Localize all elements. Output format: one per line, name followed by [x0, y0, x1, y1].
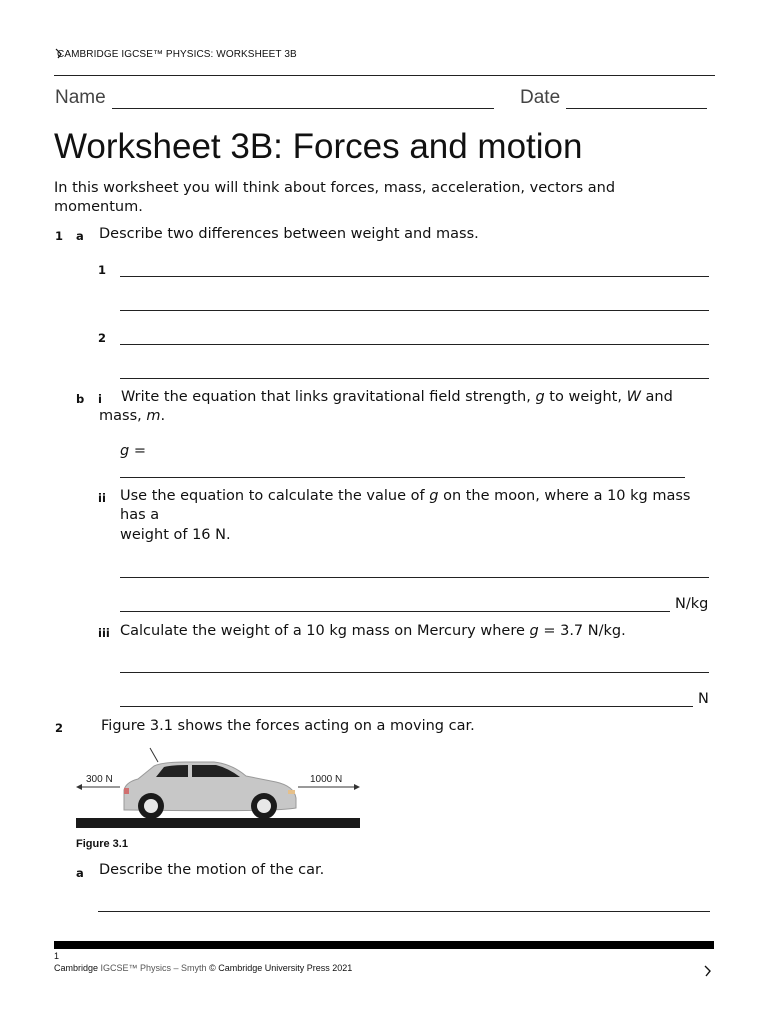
answer-line[interactable] — [120, 577, 709, 578]
question-1b-i-text: Write the equation that links gravitational field strength, g to weight, W and mass, m. — [99, 389, 673, 424]
answer-line[interactable] — [120, 611, 670, 612]
question-2-text: Figure 3.1 shows the forces acting on a moving car. — [101, 718, 475, 734]
question-1b-iii-text: Calculate the weight of a 10 kg mass on Mercury where g = 3.7 N/kg. — [120, 623, 626, 639]
page-title: Worksheet 3B: Forces and motion — [54, 127, 583, 166]
left-arrow-head — [76, 784, 82, 790]
figure-caption: Figure 3.1 — [76, 838, 128, 850]
question-1b-i-label: i — [98, 392, 102, 406]
unit-n-per-kg: N/kg — [675, 596, 709, 612]
footer-bar — [54, 941, 714, 949]
question-1b-ii-text: Use the equation to calculate the value of g on the moon, where a 10 kg mass has a — [120, 488, 691, 523]
question-2a-label: a — [76, 866, 84, 880]
question-1a-text: Describe two differences between weight and mass. — [99, 226, 479, 242]
worksheet-header: CAMBRIDGE IGCSE™ PHYSICS: WORKSHEET 3B — [57, 49, 297, 60]
answer-line[interactable] — [120, 310, 709, 311]
answer-line[interactable] — [120, 378, 709, 379]
right-arrow-head — [354, 784, 360, 790]
answer-item-2-label: 2 — [98, 331, 107, 345]
name-line — [112, 94, 494, 109]
answer-line[interactable] — [120, 672, 709, 673]
answer-line[interactable] — [120, 477, 685, 478]
answer-line[interactable] — [120, 344, 709, 345]
answer-item-1-label: 1 — [98, 263, 107, 277]
answer-line[interactable] — [120, 276, 709, 277]
corner-mark-icon — [55, 45, 63, 57]
page-number: 1 — [54, 951, 60, 961]
date-field[interactable] — [520, 87, 707, 109]
question-2-number: 2 — [55, 721, 64, 735]
name-field[interactable] — [55, 87, 494, 109]
g-equation-label: g = — [120, 443, 146, 459]
right-force-label: 1000 N — [310, 774, 343, 785]
answer-line[interactable] — [120, 706, 693, 707]
answer-line[interactable] — [98, 911, 710, 912]
next-page-icon[interactable] — [703, 963, 713, 977]
date-line — [566, 94, 707, 109]
unit-n: N — [698, 691, 709, 707]
car-antenna — [150, 748, 158, 762]
question-2a-text: Describe the motion of the car. — [99, 862, 325, 878]
road-surface — [76, 818, 360, 828]
intro-text: In this worksheet you will think about forces, mass, acceleration, vectors and momentum. — [54, 180, 616, 215]
name-label: Name — [55, 87, 106, 108]
car-taillight — [124, 788, 129, 794]
question-1-number: 1 — [55, 229, 64, 243]
left-force-label: 300 N — [86, 774, 113, 785]
figure-3-1 — [76, 746, 360, 832]
front-wheel-hub — [257, 799, 271, 813]
question-1a-label: a — [76, 229, 84, 243]
rear-wheel-hub — [144, 799, 158, 813]
question-1b-label: b — [76, 392, 85, 406]
question-1b-ii-label: ii — [98, 491, 106, 505]
date-label: Date — [520, 87, 561, 108]
question-1b-iii-label: iii — [98, 626, 110, 640]
header-divider — [54, 75, 715, 76]
footer-copyright: Cambridge IGCSE™ Physics – Smyth © Cambridge University Press 2021 — [54, 963, 353, 973]
question-1b-ii-text-cont: weight of 16 N. — [120, 527, 231, 543]
car-headlight — [288, 790, 295, 794]
car-diagram — [76, 746, 360, 832]
